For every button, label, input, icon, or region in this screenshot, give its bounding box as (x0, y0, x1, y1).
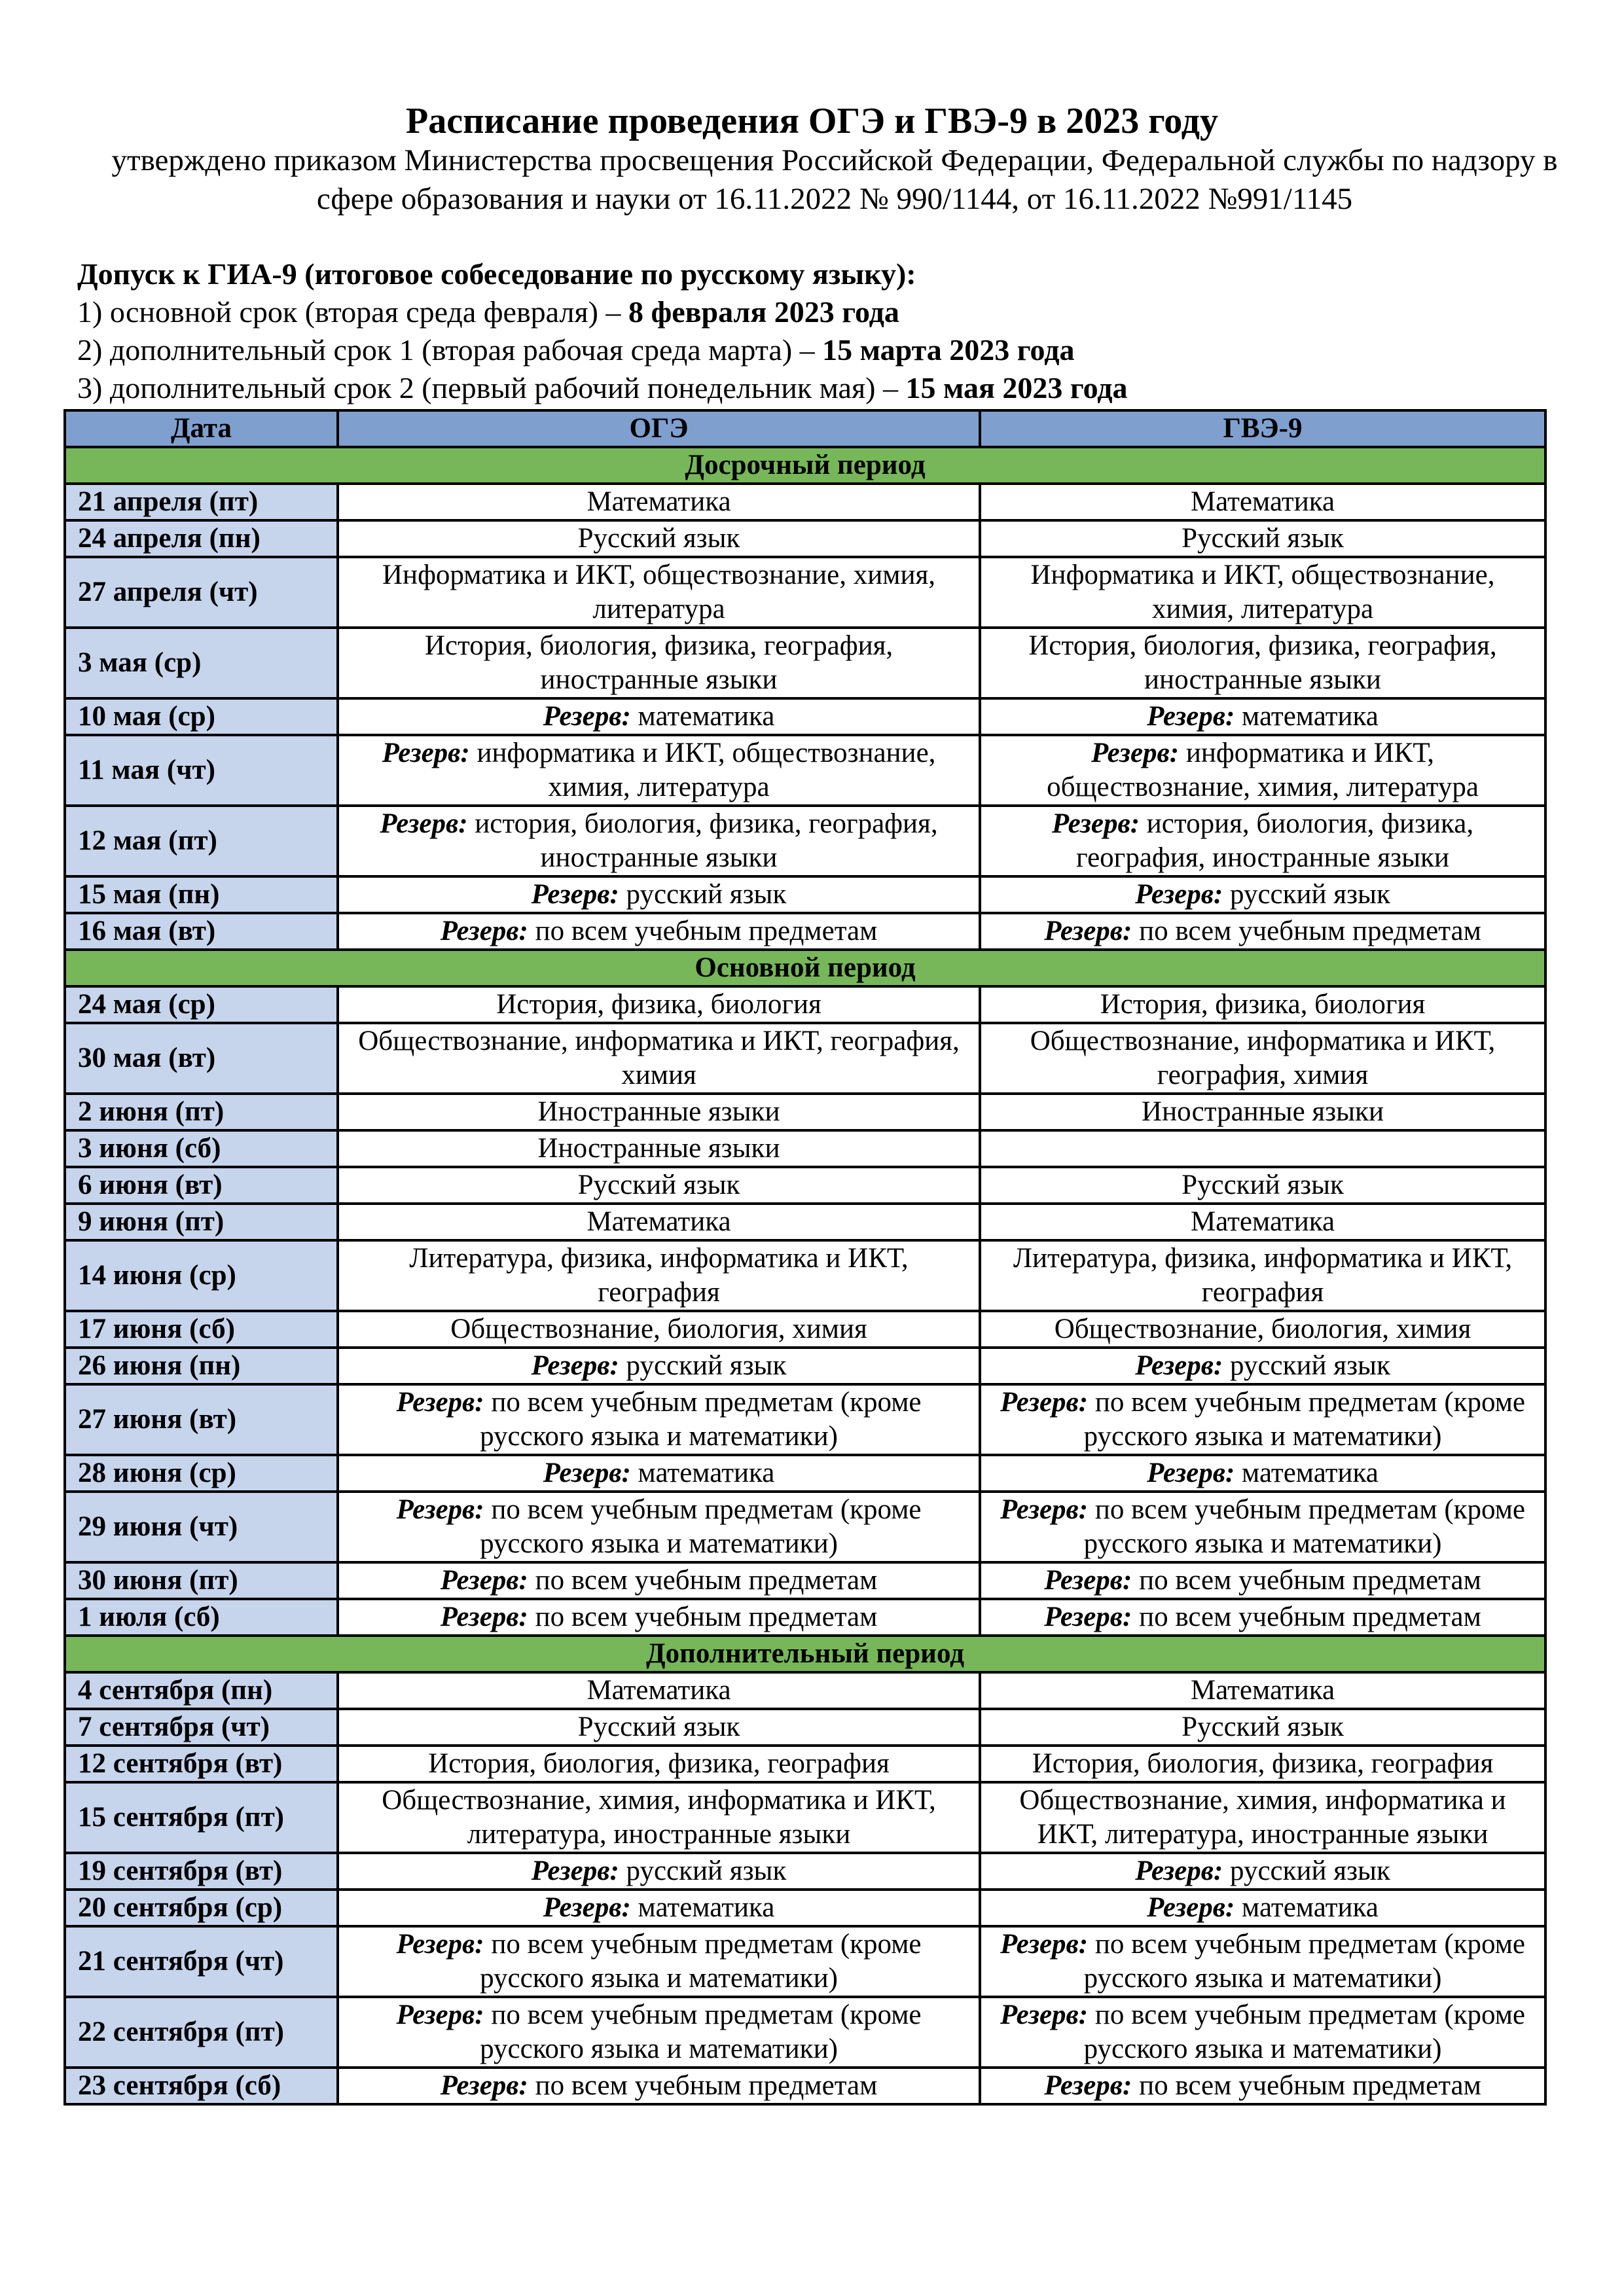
subjects-text: математика (1242, 701, 1379, 732)
date-cell: 15 мая (пн) (65, 876, 338, 913)
reserve-label: Резерв: (1000, 1387, 1089, 1418)
reserve-label: Резерв: (1135, 1350, 1223, 1381)
oge-cell (338, 1709, 980, 1746)
date-cell: 2 июня (пт) (65, 1094, 338, 1130)
table-row (65, 735, 1545, 806)
oge-cell (338, 1599, 980, 1636)
subjects-text: математика (1242, 1458, 1379, 1488)
page-subtitle: утверждено приказом Министерства просвещения Российской Федерации, Федеральной службы по надзору в сфере образования и науки от 16.11.2022 № 990/1144, от 16.11.2022 №991/1145 (111, 143, 1558, 216)
date-cell: 16 мая (вт) (65, 913, 338, 950)
subjects-text: Математика (586, 1206, 731, 1237)
gve-cell (980, 735, 1545, 806)
table-row (65, 1455, 1545, 1492)
schedule-body (65, 447, 1545, 2104)
gve-cell (980, 1746, 1545, 1782)
reserve-label: Резерв: (1147, 1892, 1235, 1923)
oge-cell (338, 1384, 980, 1455)
table-row (65, 1167, 1545, 1204)
reserve-label: Резерв: (1135, 1856, 1223, 1886)
subjects-text: История, биология, физика, география, иностранные языки (424, 630, 893, 695)
subjects-text: информатика и ИКТ, обществознание, химия, литература (1047, 738, 1479, 802)
date-cell: 22 сентября (пт) (65, 1997, 338, 2068)
subjects-text: Математика (1190, 1206, 1335, 1237)
date-cell: 24 апреля (пн) (65, 520, 338, 557)
table-row (65, 806, 1545, 876)
table-row (65, 628, 1545, 698)
table-row (65, 557, 1545, 628)
subjects-text: Русский язык (577, 523, 740, 554)
date-cell: 21 сентября (чт) (65, 1926, 338, 1997)
oge-cell (338, 1997, 980, 2068)
gve-cell (980, 1997, 1545, 2068)
admission-item-text: 2) дополнительный срок 1 (вторая рабочая среда марта) – (77, 333, 823, 367)
admission-item-text: 1) основной срок (вторая среда февраля) – (77, 295, 628, 329)
table-row (65, 876, 1545, 913)
gve-cell (980, 1455, 1545, 1492)
gve-cell (980, 628, 1545, 698)
subjects-text: Математика (586, 1675, 731, 1706)
oge-cell (338, 1853, 980, 1890)
reserve-label: Резерв: (1000, 1929, 1089, 1960)
date-cell: 30 мая (вт) (65, 1023, 338, 1094)
reserve-label: Резерв: (396, 1494, 484, 1525)
subjects-text: математика (638, 1892, 775, 1923)
subjects-text: по всем учебным предметам (1139, 916, 1481, 946)
admission-item (77, 369, 1128, 407)
reserve-label: Резерв: (396, 1929, 484, 1960)
table-row (65, 520, 1545, 557)
date-cell: 7 сентября (чт) (65, 1709, 338, 1746)
table-row (65, 1599, 1545, 1636)
subjects-text: по всем учебным предметам (535, 2070, 878, 2101)
gve-cell (980, 1599, 1545, 1636)
gve-cell (980, 1094, 1545, 1130)
gve-cell (980, 1672, 1545, 1709)
date-cell: 27 апреля (чт) (65, 557, 338, 628)
oge-cell (338, 1455, 980, 1492)
table-row (65, 1130, 1545, 1167)
table-row (65, 1709, 1545, 1746)
subjects-text: русский язык (1230, 1856, 1390, 1886)
table-row (65, 1492, 1545, 1562)
gve-cell (980, 557, 1545, 628)
table-row (65, 1240, 1545, 1311)
reserve-label: Резерв: (1044, 2070, 1132, 2101)
reserve-label: Резерв: (440, 916, 528, 946)
date-cell: 12 сентября (вт) (65, 1746, 338, 1782)
subjects-text: История, физика, биология (1100, 989, 1426, 1020)
gve-cell (980, 698, 1545, 735)
reserve-label: Резерв: (1147, 1458, 1235, 1488)
subjects-text: математика (638, 1458, 775, 1488)
table-header-row (65, 410, 1545, 447)
column-header-gve: ГВЭ-9 (980, 410, 1545, 447)
subjects-text: по всем учебным предметам (1139, 2070, 1481, 2101)
gve-cell (980, 1853, 1545, 1890)
oge-cell (338, 557, 980, 628)
subjects-text: Обществознание, химия, информатика и ИКТ, литература, иностранные языки (1019, 1785, 1506, 1850)
reserve-label: Резерв: (531, 1856, 619, 1886)
reserve-label: Резерв: (380, 808, 468, 839)
reserve-label: Резерв: (382, 738, 470, 768)
table-row (65, 1672, 1545, 1709)
table-row (65, 698, 1545, 735)
oge-cell (338, 876, 980, 913)
subjects-text: Русский язык (577, 1170, 740, 1200)
reserve-label: Резерв: (1000, 1494, 1089, 1525)
period-title: Дополнительный период (65, 1636, 1545, 1672)
date-cell: 14 июня (ср) (65, 1240, 338, 1311)
reserve-label: Резерв: (1000, 2000, 1089, 2030)
date-cell: 28 июня (ср) (65, 1455, 338, 1492)
column-header-oge: ОГЭ (338, 410, 980, 447)
reserve-label: Резерв: (1044, 1602, 1132, 1632)
date-cell: 29 июня (чт) (65, 1492, 338, 1562)
date-cell: 17 июня (сб) (65, 1311, 338, 1348)
reserve-label: Резерв: (1135, 879, 1223, 910)
date-cell: 21 апреля (пт) (65, 484, 338, 520)
subjects-text: Математика (1190, 1675, 1335, 1706)
gve-cell (980, 913, 1545, 950)
subjects-text: по всем учебным предметам (кроме русского языка и математики) (1083, 2000, 1526, 2064)
subjects-text: по всем учебным предметам (кроме русского языка и математики) (480, 1494, 922, 1559)
reserve-label: Резерв: (1147, 701, 1235, 732)
reserve-label: Резерв: (531, 879, 619, 910)
subjects-text: русский язык (626, 1350, 787, 1381)
subjects-text: Обществознание, информатика и ИКТ, география, химия (358, 1026, 960, 1090)
table-row (65, 1890, 1545, 1926)
oge-cell (338, 1204, 980, 1240)
period-title: Досрочный период (65, 447, 1545, 484)
subjects-text: по всем учебным предметам (1139, 1602, 1481, 1632)
subjects-text: по всем учебным предметам (кроме русского языка и математики) (1083, 1494, 1526, 1559)
subjects-text: по всем учебным предметам (кроме русского языка и математики) (480, 1387, 922, 1452)
subjects-text: Литература, физика, информатика и ИКТ, география (1013, 1243, 1513, 1308)
oge-cell (338, 1094, 980, 1130)
subjects-text: Русский язык (1182, 1712, 1344, 1742)
oge-cell (338, 986, 980, 1023)
subjects-text: русский язык (1230, 879, 1390, 910)
subjects-text: по всем учебным предметам (1139, 1565, 1481, 1596)
oge-cell (338, 1311, 980, 1348)
gve-cell (980, 1130, 1545, 1167)
column-header-date: Дата (65, 410, 338, 447)
reserve-label: Резерв: (1091, 738, 1180, 768)
table-row (65, 986, 1545, 1023)
reserve-label: Резерв: (543, 1458, 631, 1488)
admission-item (77, 331, 1128, 369)
oge-cell (338, 1562, 980, 1599)
date-cell: 4 сентября (пн) (65, 1672, 338, 1709)
subjects-text: история, биология, физика, география, иностранные языки (475, 808, 938, 873)
subjects-text: Литература, физика, информатика и ИКТ, география (409, 1243, 909, 1308)
reserve-label: Резерв: (543, 701, 631, 732)
subjects-text: информатика и ИКТ, обществознание, химия, литература (477, 738, 936, 802)
reserve-label: Резерв: (1051, 808, 1140, 839)
subjects-text: по всем учебным предметам (535, 916, 878, 946)
date-cell: 20 сентября (ср) (65, 1890, 338, 1926)
admission-item-text: 3) дополнительный срок 2 (первый рабочий понедельник мая) – (77, 371, 906, 404)
table-row (65, 1348, 1545, 1384)
subjects-text: Информатика и ИКТ, обществознание, химия, литература (382, 560, 935, 624)
oge-cell (338, 484, 980, 520)
subjects-text: Русский язык (1182, 523, 1344, 554)
reserve-label: Резерв: (1044, 916, 1132, 946)
subjects-text: по всем учебным предметам (кроме русского языка и математики) (480, 1929, 922, 1994)
subjects-text: Русский язык (1182, 1170, 1344, 1200)
gve-cell (980, 1167, 1545, 1204)
subjects-text: История, биология, физика, география (1032, 1748, 1494, 1779)
table-row (65, 484, 1545, 520)
date-cell: 23 сентября (сб) (65, 2068, 338, 2104)
table-row (65, 1562, 1545, 1599)
gve-cell (980, 1926, 1545, 1997)
oge-cell (338, 520, 980, 557)
subjects-text: Иностранные языки (537, 1133, 780, 1164)
reserve-label: Резерв: (396, 1387, 484, 1418)
reserve-label: Резерв: (440, 2070, 528, 2101)
subjects-text: русский язык (1230, 1350, 1390, 1381)
period-row (65, 1636, 1545, 1672)
gve-cell (980, 1348, 1545, 1384)
subjects-text: по всем учебным предметам (кроме русского языка и математики) (480, 2000, 922, 2064)
table-row (65, 1311, 1545, 1348)
gve-cell (980, 986, 1545, 1023)
gve-cell (980, 1782, 1545, 1853)
admission-item-date: 15 марта 2023 года (822, 333, 1075, 367)
date-cell: 19 сентября (вт) (65, 1853, 338, 1890)
period-title: Основной период (65, 950, 1545, 986)
oge-cell (338, 1348, 980, 1384)
date-cell: 27 июня (вт) (65, 1384, 338, 1455)
date-cell: 30 июня (пт) (65, 1562, 338, 1599)
subjects-text: русский язык (626, 1856, 787, 1886)
table-row (65, 1094, 1545, 1130)
gve-cell (980, 1384, 1545, 1455)
subjects-text: История, биология, физика, география, иностранные языки (1028, 630, 1497, 695)
oge-cell (338, 1130, 980, 1167)
date-cell: 12 мая (пт) (65, 806, 338, 876)
subjects-text: история, биология, физика, география, иностранные языки (1076, 808, 1474, 873)
table-row (65, 1204, 1545, 1240)
subjects-text: математика (638, 701, 775, 732)
oge-cell (338, 1492, 980, 1562)
reserve-label: Резерв: (396, 2000, 484, 2030)
oge-cell (338, 1782, 980, 1853)
subjects-text: Русский язык (577, 1712, 740, 1742)
date-cell: 1 июля (сб) (65, 1599, 338, 1636)
period-row (65, 950, 1545, 986)
table-row (65, 1023, 1545, 1094)
oge-cell (338, 1023, 980, 1094)
date-cell: 26 июня (пн) (65, 1348, 338, 1384)
date-cell: 15 сентября (пт) (65, 1782, 338, 1853)
admission-item (77, 293, 1128, 331)
table-row (65, 2068, 1545, 2104)
reserve-label: Резерв: (440, 1565, 528, 1596)
oge-cell (338, 913, 980, 950)
subjects-text: История, биология, физика, география (428, 1748, 890, 1779)
date-cell: 10 мая (ср) (65, 698, 338, 735)
period-row (65, 447, 1545, 484)
gve-cell (980, 1240, 1545, 1311)
oge-cell (338, 1167, 980, 1204)
subjects-text: История, физика, биология (496, 989, 821, 1020)
admission-heading: Допуск к ГИА-9 (итоговое собеседование по русскому языку): (77, 257, 916, 291)
admission-item-date: 8 февраля 2023 года (628, 295, 899, 329)
gve-cell (980, 1492, 1545, 1562)
subjects-text: по всем учебным предметам (кроме русского языка и математики) (1083, 1929, 1526, 1994)
reserve-label: Резерв: (440, 1602, 528, 1632)
oge-cell (338, 1672, 980, 1709)
table-row (65, 1926, 1545, 1997)
gve-cell (980, 806, 1545, 876)
table-row (65, 1746, 1545, 1782)
oge-cell (338, 1746, 980, 1782)
subjects-text: по всем учебным предметам (535, 1565, 878, 1596)
date-cell: 3 июня (сб) (65, 1130, 338, 1167)
table-row (65, 1997, 1545, 2068)
subjects-text: математика (1242, 1892, 1379, 1923)
subjects-text: Математика (586, 486, 731, 517)
gve-cell (980, 876, 1545, 913)
oge-cell (338, 1240, 980, 1311)
gve-cell (980, 1709, 1545, 1746)
subjects-text: Обществознание, биология, химия (450, 1314, 867, 1344)
gve-cell (980, 1023, 1545, 1094)
oge-cell (338, 1890, 980, 1926)
reserve-label: Резерв: (1044, 1565, 1132, 1596)
subjects-text: Информатика и ИКТ, обществознание, химия, литература (1030, 560, 1495, 624)
reserve-label: Резерв: (543, 1892, 631, 1923)
oge-cell (338, 628, 980, 698)
date-cell: 3 мая (ср) (65, 628, 338, 698)
date-cell: 11 мая (чт) (65, 735, 338, 806)
subjects-text: Иностранные языки (537, 1096, 780, 1127)
table-row (65, 1782, 1545, 1853)
gve-cell (980, 484, 1545, 520)
date-cell: 6 июня (вт) (65, 1167, 338, 1204)
oge-cell (338, 2068, 980, 2104)
admission-item-date: 15 мая 2023 года (905, 371, 1128, 404)
gve-cell (980, 2068, 1545, 2104)
subjects-text: Обществознание, биология, химия (1054, 1314, 1471, 1344)
subjects-text: Иностранные языки (1142, 1096, 1384, 1127)
gve-cell (980, 1311, 1545, 1348)
table-row (65, 1853, 1545, 1890)
admission-info (77, 255, 1128, 407)
oge-cell (338, 1926, 980, 1997)
schedule-table (63, 409, 1547, 2106)
gve-cell (980, 1204, 1545, 1240)
subjects-text: русский язык (626, 879, 787, 910)
gve-cell (980, 520, 1545, 557)
gve-cell (980, 1562, 1545, 1599)
table-row (65, 913, 1545, 950)
subjects-text: Обществознание, химия, информатика и ИКТ, литература, иностранные языки (382, 1785, 936, 1850)
date-cell: 24 мая (ср) (65, 986, 338, 1023)
gve-cell (980, 1890, 1545, 1926)
subjects-text: по всем учебным предметам (кроме русского языка и математики) (1083, 1387, 1526, 1452)
oge-cell (338, 806, 980, 876)
page-title: Расписание проведения ОГЭ и ГВЭ-9 в 2023 году (406, 101, 1218, 141)
table-row (65, 1384, 1545, 1455)
subjects-text: Математика (1190, 486, 1335, 517)
subjects-text: Обществознание, информатика и ИКТ, география, химия (1030, 1026, 1496, 1090)
date-cell: 9 июня (пт) (65, 1204, 338, 1240)
subjects-text: по всем учебным предметам (535, 1602, 878, 1632)
oge-cell (338, 735, 980, 806)
reserve-label: Резерв: (531, 1350, 619, 1381)
oge-cell (338, 698, 980, 735)
